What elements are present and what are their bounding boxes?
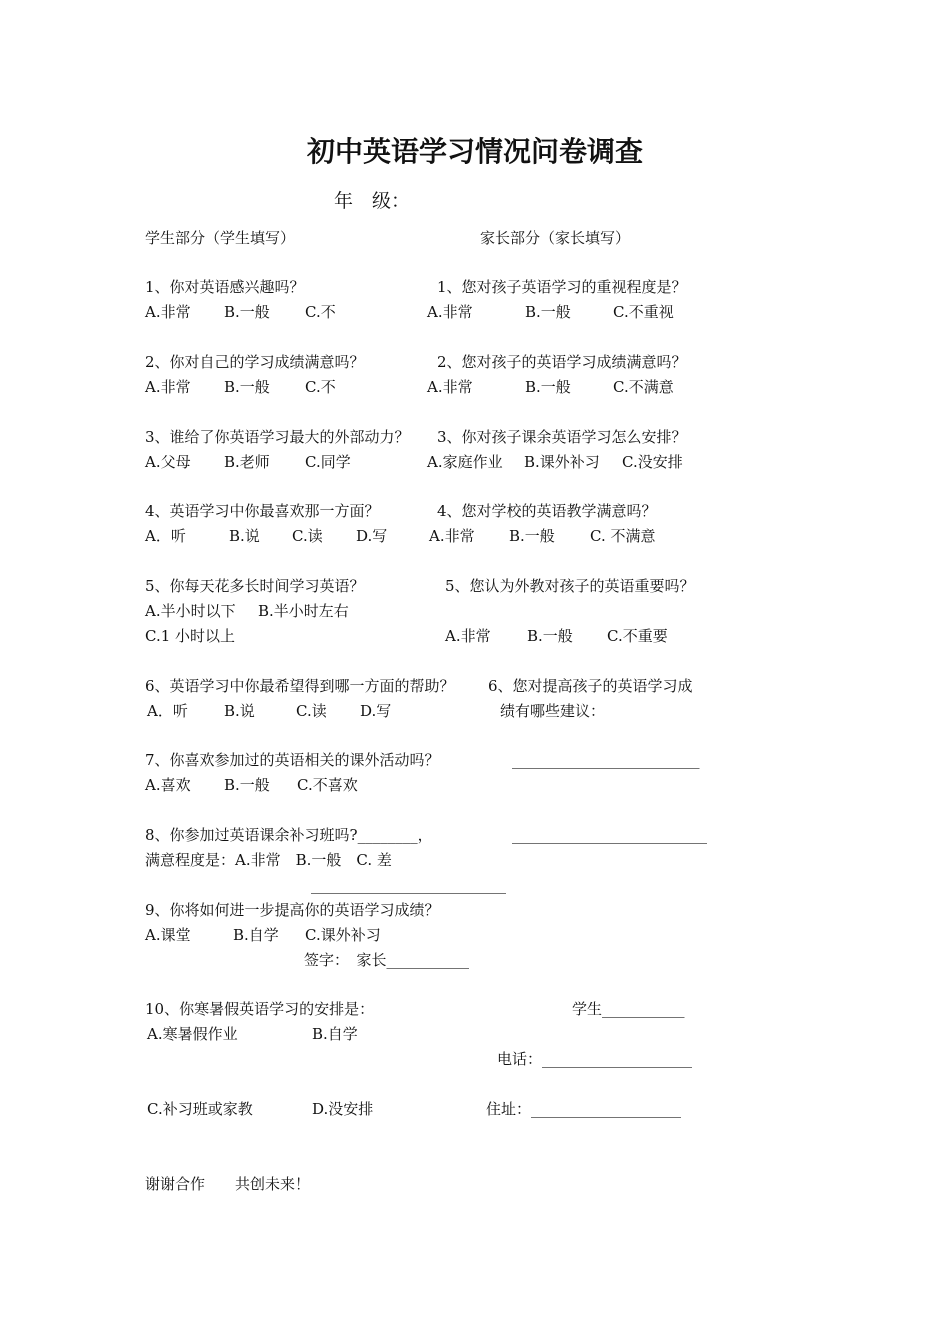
student-q5-option-b: B.半小时左右	[258, 602, 349, 620]
student-question-8: 8、你参加过英语课余补习班吗?________，	[145, 826, 433, 844]
parent-q4-option-b: B.一般	[509, 527, 555, 545]
parent-question-6-continued: 绩有哪些建议：	[500, 702, 606, 720]
student-question-6: 6、英语学习中你最希望得到哪一方面的帮助？	[145, 677, 455, 695]
parent-question-3: 3、你对孩子课余英语学习怎么安排？	[437, 428, 687, 446]
student-question-5: 5、你每天花多长时间学习英语？	[145, 577, 365, 595]
student-q9-option-c: C.课外补习	[305, 926, 381, 944]
student-question-7: 7、你喜欢参加过的英语相关的课外活动吗？	[145, 751, 440, 769]
signature-parent[interactable]: 签字： 家长___________	[304, 951, 470, 969]
grade-label: 年 级：	[334, 190, 411, 212]
student-question-2: 2、你对自己的学习成绩满意吗？	[145, 353, 365, 371]
parent-q3-option-a: A.家庭作业	[427, 453, 503, 471]
student-q2-option-b: B.一般	[224, 378, 270, 396]
student-q5-option-a: A.半小时以下	[145, 602, 236, 620]
student-q9-option-a: A.课堂	[145, 926, 191, 944]
student-q5-option-c: C.1 小时以上	[145, 627, 236, 645]
student-q3-option-c: C.同学	[305, 453, 351, 471]
parent-question-5: 5、您认为外教对孩子的英语重要吗？	[445, 577, 695, 595]
student-q2-option-a: A.非常	[145, 378, 191, 396]
page-title: 初中英语学习情况问卷调查	[306, 135, 643, 168]
student-q4-option-b: B.说	[229, 527, 260, 545]
phone-field[interactable]: 电话：____________________	[497, 1050, 693, 1068]
student-q10-option-a: A.寒暑假作业	[147, 1025, 238, 1043]
student-q3-option-b: B.老师	[224, 453, 270, 471]
parent-question-6: 6、您对提高孩子的英语学习成	[488, 677, 693, 695]
parent-q3-option-c: C.没安排	[622, 453, 683, 471]
student-section-header: 学生部分（学生填写）	[145, 229, 296, 247]
parent-q2-option-b: B.一般	[525, 378, 571, 396]
student-q6-option-c: C.读	[296, 702, 327, 720]
parent-question-2: 2、您对孩子的英语学习成绩满意吗？	[437, 353, 687, 371]
parent-question-4: 4、您对学校的英语教学满意吗？	[437, 502, 657, 520]
signature-student[interactable]: 学生___________	[572, 1000, 685, 1018]
student-q1-option-a: A.非常	[145, 303, 191, 321]
parent-q2-option-a: A.非常	[427, 378, 473, 396]
student-q1-option-b: B.一般	[224, 303, 270, 321]
student-question-9: 9、你将如何进一步提高你的英语学习成绩？	[145, 901, 440, 919]
parent-section-header: 家长部分（家长填写）	[480, 229, 631, 247]
student-q1-option-c: C.不	[305, 303, 336, 321]
student-q6-option-a: A．听	[147, 702, 188, 720]
parent-suggestion-line-1[interactable]: _________________________	[512, 751, 700, 769]
student-q4-option-a: A．听	[145, 527, 186, 545]
parent-question-1: 1、您对孩子英语学习的重视程度是？	[437, 278, 687, 296]
parent-q1-option-a: A.非常	[427, 303, 473, 321]
student-q9-option-b: B.自学	[233, 926, 279, 944]
parent-suggestion-line-3[interactable]: __________________________	[311, 876, 506, 894]
student-q3-option-a: A.父母	[145, 453, 191, 471]
student-question-3: 3、谁给了你英语学习最大的外部动力？	[145, 428, 410, 446]
student-q7-option-b: B.一般	[224, 776, 270, 794]
student-q7-option-a: A.喜欢	[145, 776, 191, 794]
student-q10-option-c: C.补习班或家教	[147, 1100, 253, 1118]
parent-q2-option-c: C.不满意	[613, 378, 674, 396]
student-question-4: 4、英语学习中你最喜欢那一方面？	[145, 502, 380, 520]
student-question-1: 1、你对英语感兴趣吗？	[145, 278, 305, 296]
student-q6-option-b: B.说	[224, 702, 255, 720]
parent-q1-option-b: B.一般	[525, 303, 571, 321]
address-field[interactable]: 住址：____________________	[486, 1100, 682, 1118]
student-q7-option-c: C.不喜欢	[297, 776, 358, 794]
student-q2-option-c: C.不	[305, 378, 336, 396]
student-q10-option-b: B.自学	[312, 1025, 358, 1043]
student-question-10: 10、你寒暑假英语学习的安排是：	[145, 1000, 375, 1018]
student-q10-option-d: D.没安排	[312, 1100, 374, 1118]
parent-q4-option-a: A.非常	[429, 527, 475, 545]
student-q4-option-d: D.写	[356, 527, 388, 545]
student-q8-satisfaction: 满意程度是：A.非常 B.一般 C. 差	[145, 851, 392, 869]
parent-q5-option-a: A.非常	[445, 627, 491, 645]
parent-q3-option-b: B.课外补习	[524, 453, 600, 471]
parent-q5-option-b: B.一般	[527, 627, 573, 645]
closing-text: 谢谢合作 共创未来！	[145, 1175, 311, 1193]
parent-q5-option-c: C.不重要	[607, 627, 668, 645]
student-q4-option-c: C.读	[292, 527, 323, 545]
parent-q1-option-c: C.不重视	[613, 303, 674, 321]
student-q6-option-d: D.写	[360, 702, 392, 720]
parent-q4-option-c: C. 不满意	[590, 527, 656, 545]
parent-suggestion-line-2[interactable]: __________________________	[512, 826, 707, 844]
